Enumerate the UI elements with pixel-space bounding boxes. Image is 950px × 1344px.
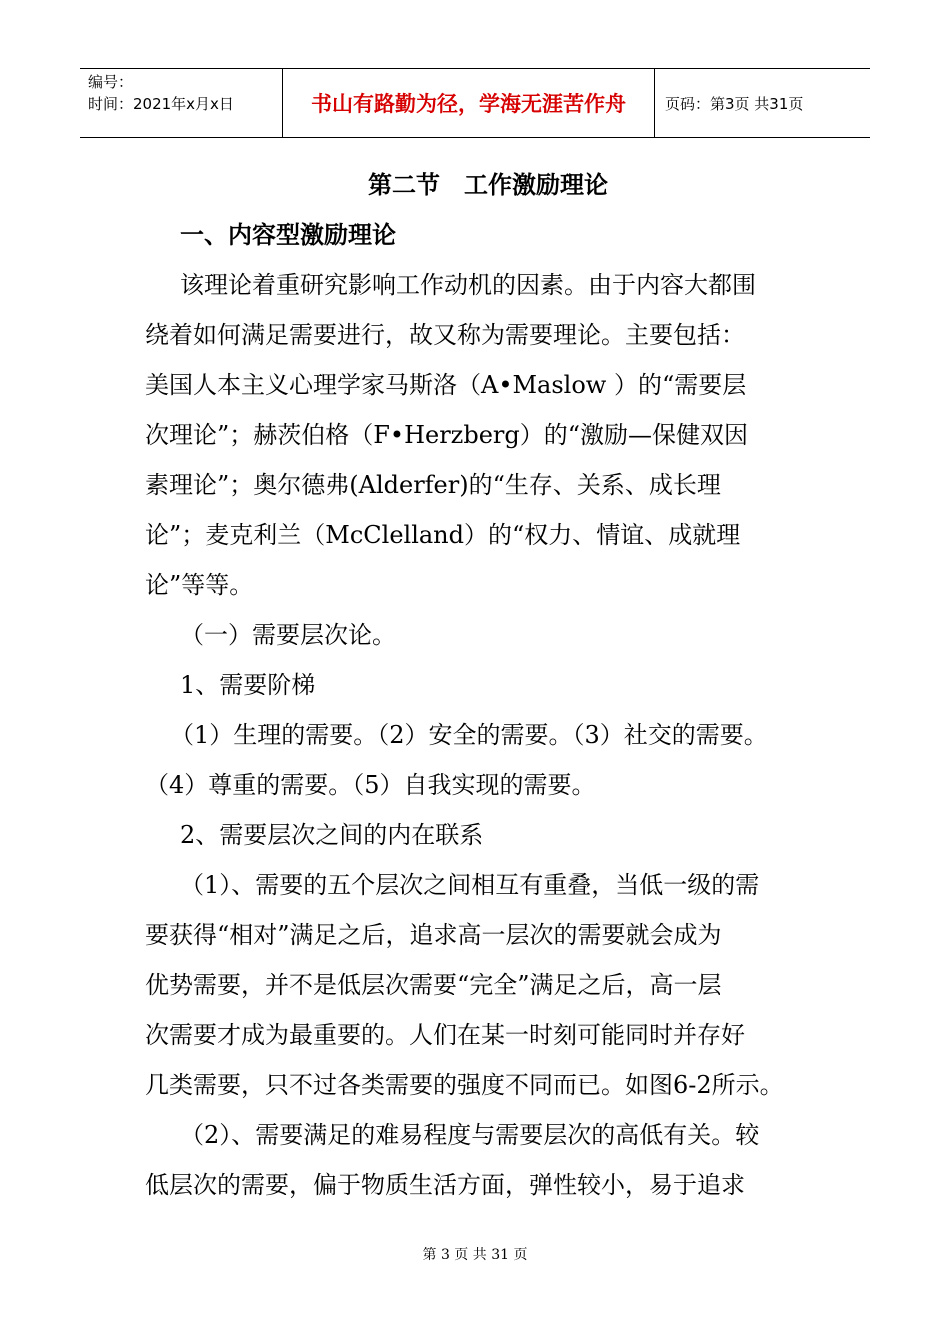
section-title: 第二节 工作激励理论: [368, 171, 608, 199]
paragraph-line: 绕着如何满足需要进行，故又称为需要理论。主要包括：: [145, 321, 745, 349]
subheading-line: 1、需要阶梯: [180, 671, 316, 699]
page-footer: 第 3 页 共 31 页: [422, 1247, 528, 1263]
paragraph-line: 该理论着重研究影响工作动机的因素。由于内容大都围: [180, 271, 756, 299]
paragraph-line: 次理论”；赫茨伯格（F•Herzberg）的“激励—保健双因: [145, 421, 748, 449]
subheading-line: 2、需要层次之间的内在联系: [180, 821, 484, 849]
paragraph-line: 论”等等。: [145, 571, 254, 599]
paragraph-line: 次需要才成为最重要的。人们在某一时刻可能同时并存好: [145, 1021, 745, 1049]
paragraph-line: 要获得“相对”满足之后，追求高一层次的需要就会成为: [145, 921, 722, 949]
paragraph-line: （1）生理的需要。（2）安全的需要。（3）社交的需要。: [170, 721, 768, 749]
time-label: 时间：2021年x月x日: [88, 95, 234, 113]
paragraph-line: 论”；麦克利兰（McClelland）的“权力、情谊、成就理: [145, 521, 741, 549]
document-body: [145, 160, 825, 1210]
subheading-line: （一）需要层次论。: [180, 621, 396, 649]
paragraph-line: 几类需要，只不过各类需要的强度不同而已。如图6-2所示。: [145, 1071, 784, 1099]
paragraph-line: （4）尊重的需要。（5）自我实现的需要。: [145, 771, 596, 799]
paragraph-line: （1）、需要的五个层次之间相互有重叠，当低一级的需: [180, 871, 760, 899]
paragraph-line: 素理论”；奥尔德弗(Alderfer)的“生存、关系、成长理: [145, 471, 721, 499]
header-motto: 书山有路勤为径，学海无涯苦作舟: [282, 69, 655, 137]
paragraph-line: 美国人本主义心理学家马斯洛（A•Maslow ）的“需要层: [145, 371, 747, 399]
paragraph-line: （2）、需要满足的难易程度与需要层次的高低有关。较: [180, 1121, 760, 1149]
code-label: 编号：: [88, 73, 134, 91]
header-page-info: 页码：第3页 共31页: [665, 94, 804, 113]
page-header: [80, 68, 870, 138]
paragraph-line: 低层次的需要，偏于物质生活方面，弹性较小，易于追求: [145, 1171, 745, 1199]
heading-content-theory: 一、内容型激励理论: [180, 221, 396, 249]
header-meta: [80, 69, 282, 137]
paragraph-line: 优势需要，并不是低层次需要“完全”满足之后，高一层: [145, 971, 722, 999]
